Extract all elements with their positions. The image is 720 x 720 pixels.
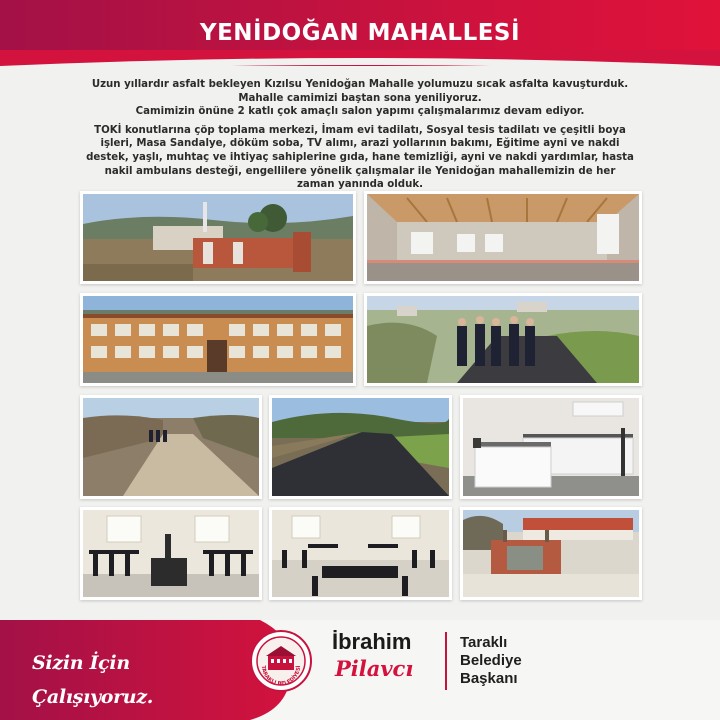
photo-hall-with-stove [80, 507, 262, 600]
mayor-first-name: İbrahim [332, 629, 412, 654]
mayor-role [460, 634, 580, 688]
intro-text [86, 78, 634, 192]
intro-line: Camimizin önüne 2 katlı çok amaçlı salon yapımı çalışmalarımız devam ediyor. [135, 106, 585, 118]
photo-new-asphalt-road [269, 395, 452, 499]
municipality-seal [250, 630, 312, 692]
photo-kitchen-counter [460, 395, 642, 499]
photo-officials-walking [364, 293, 642, 386]
photo-school-building [80, 293, 356, 386]
photo-gravel-road [80, 395, 262, 499]
photo-mosque-construction [80, 191, 356, 284]
role-line: Belediye [460, 652, 522, 669]
intro-paragraph: TOKİ konutlarına çöp toplama merkezi, İmam evi tadilatı, Sosyal tesis tadilatı ve çeşitli boya işleri, Masa Sandalye, döküm soba, TV alımı, arazi yollarının bakımı, Eğitime ayni ve nakdi destek, yaşlı, muhtaç ve ihtiyaç sahiplerine gıda, hane temizliği, ayni ve nakdi yardımlar, hasta nakil ambulans desteği, engellilere yönelik çalışmalar ile Yenidoğan mahallemizin de her zaman yanında olduk. [86, 124, 634, 191]
mayor-last-name: Pilavcı [335, 656, 414, 681]
intro-line: Mahalle camimizi baştan sona yeniliyoruz. [238, 92, 482, 104]
photo-hall-with-tables [269, 507, 452, 600]
page-title: YENİDOĞAN MAHALLESİ [199, 20, 521, 46]
photo-interior-construction [364, 191, 642, 284]
footer-divider [445, 632, 447, 690]
seal-text: TARAKLI BELEDİYESİ [259, 665, 303, 688]
role-line: Taraklı [460, 634, 508, 651]
intro-line: Uzun yıllardır asfalt bekleyen Kızılsu Yenidoğan Mahalle yolumuzu sıcak asfalta kavuşturduk. [91, 79, 629, 90]
footer-slogan: Sizin İçin Çalışıyoruz. [32, 652, 154, 708]
role-line: Başkanı [460, 670, 518, 687]
photo-waste-enclosure [460, 507, 642, 600]
